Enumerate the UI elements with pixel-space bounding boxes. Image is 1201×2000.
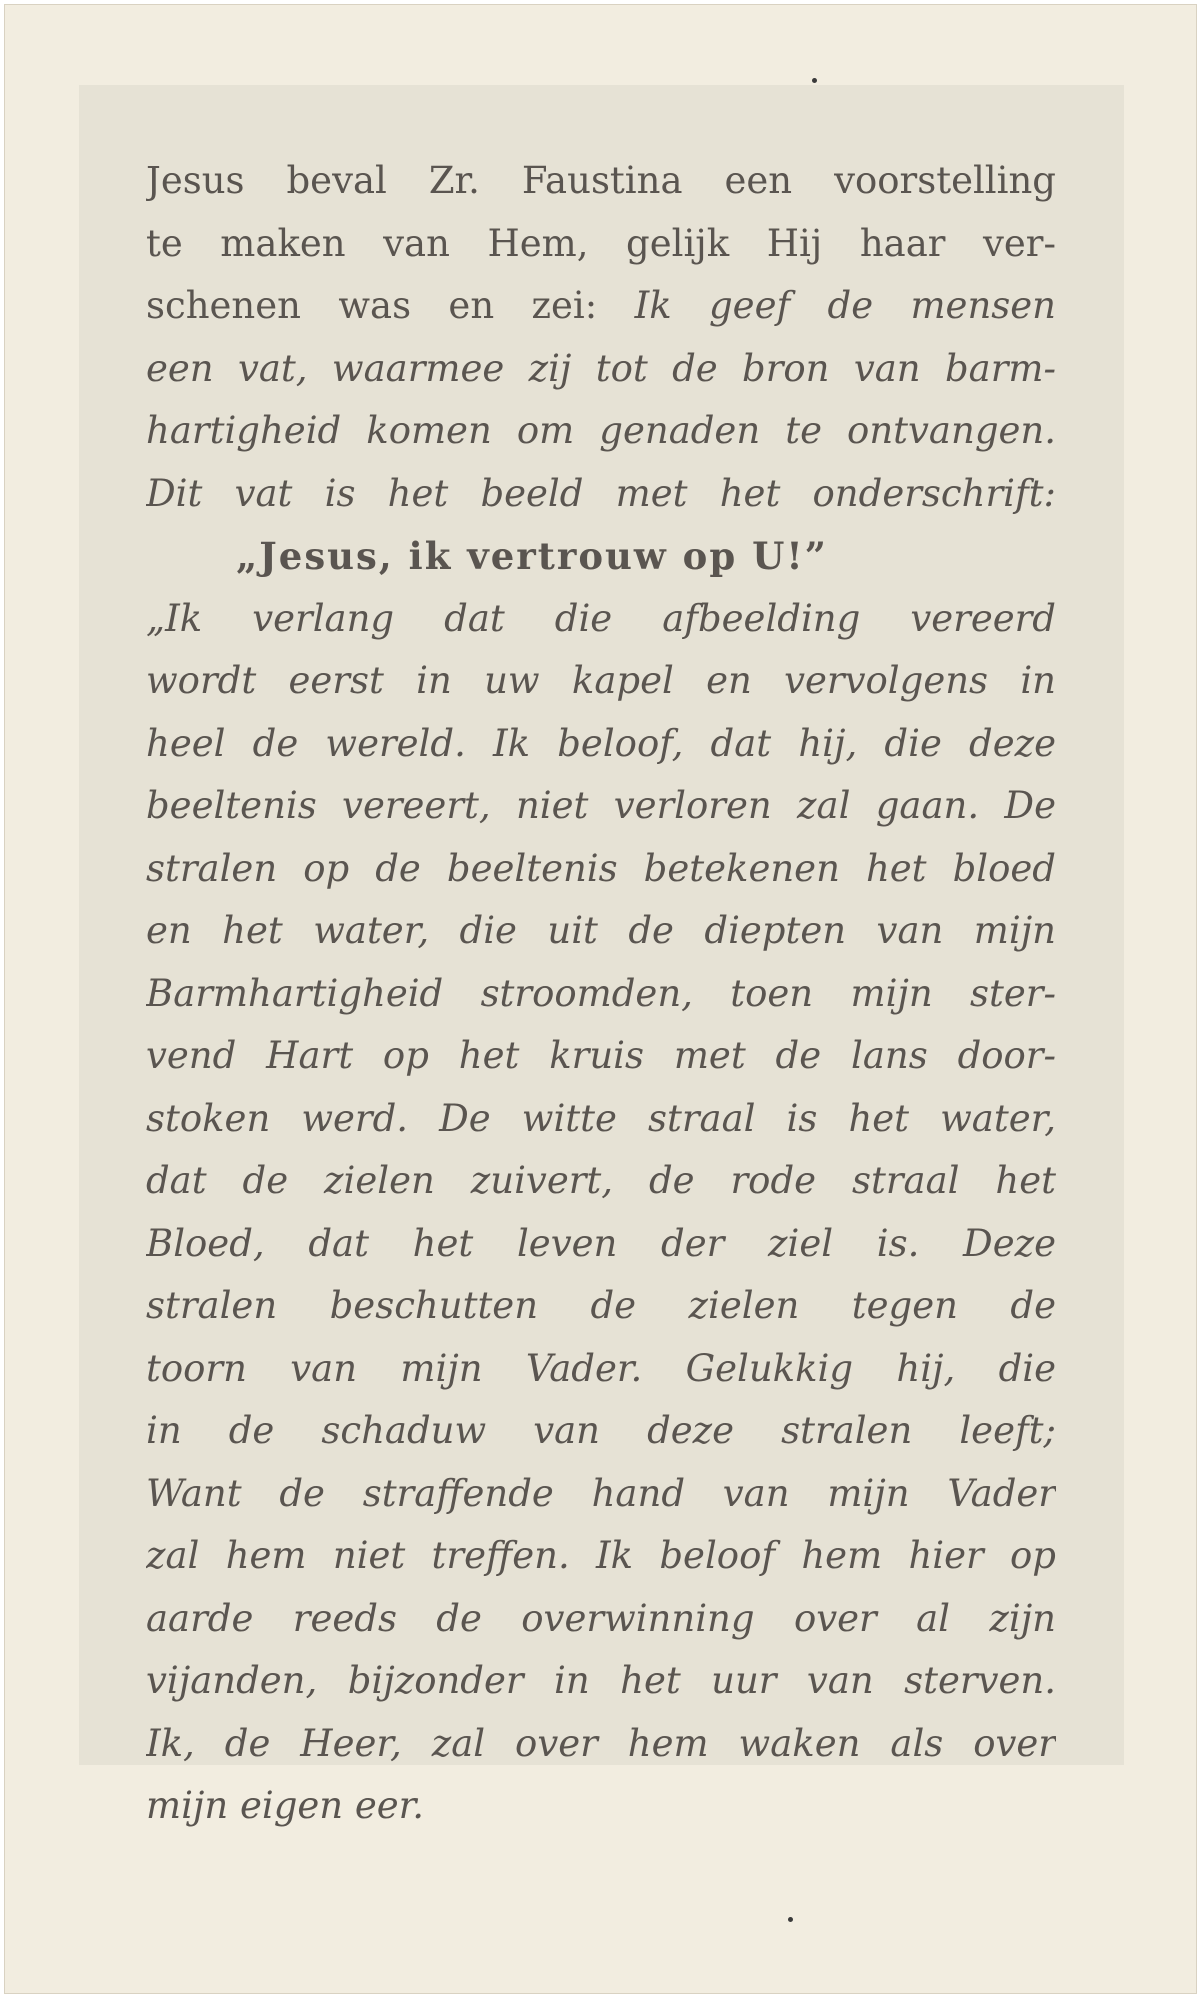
- speck: [788, 1917, 793, 1922]
- text-line: zal hem niet treffen. Ik beloof hem hier op: [146, 1534, 1056, 1577]
- heading: „Jesus, ik vertrouw op U!”: [236, 534, 828, 578]
- text-line: en het water, die uit de diepten van mijn: [146, 909, 1056, 952]
- prayer-text: [146, 150, 1056, 1838]
- text-line: te maken van Hem, gelijk Hij haar ver-: [146, 221, 1056, 265]
- text-line: Want de straffende hand van mijn Vader: [146, 1471, 1056, 1515]
- text-line: aarde reeds de overwinning over al zijn: [146, 1596, 1056, 1640]
- text-line: Ik, de Heer, zal over hem waken als over: [146, 1721, 1056, 1765]
- text-line: in de schaduw van deze stralen leeft;: [146, 1409, 1056, 1452]
- text-line: toorn van mijn Vader. Gelukkig hij, die: [146, 1346, 1056, 1390]
- text-segment-italic: Ik geef de mensen: [634, 284, 1056, 327]
- text-line: Jesus beval Zr. Faustina een voorstelling: [146, 159, 1056, 202]
- text-line: vend Hart op het kruis met de lans door-: [146, 1034, 1056, 1077]
- text-line: dat de zielen zuivert, de rode straal het: [146, 1159, 1056, 1202]
- text-line: beeltenis vereert, niet verloren zal gaan. De: [146, 784, 1056, 827]
- text-line: stralen op de beeltenis betekenen het bloed: [146, 846, 1056, 890]
- text-line: hartigheid komen om genaden te ontvangen.: [146, 409, 1056, 452]
- text-line: Bloed, dat het leven der ziel is. Deze: [146, 1221, 1056, 1265]
- text-line: wordt eerst in uw kapel en vervolgens in: [146, 659, 1056, 702]
- text-segment: schenen was en zei:: [146, 284, 598, 327]
- text-line-last: mijn eigen eer.: [146, 1784, 425, 1827]
- text-line: „Ik verlang dat die afbeelding vereerd: [146, 596, 1056, 640]
- text-line: heel de wereld. Ik beloof, dat hij, die deze: [146, 721, 1056, 765]
- text-line: stralen beschutten de zielen tegen de: [146, 1284, 1056, 1327]
- speck: [812, 78, 817, 83]
- text-line: stoken werd. De witte straal is het water,: [146, 1096, 1056, 1140]
- text-line: Barmhartigheid stroomden, toen mijn ster-: [146, 971, 1056, 1015]
- text-line: Dit vat is het beeld met het onderschrift:: [146, 471, 1056, 515]
- text-line: een vat, waarmee zij tot de bron van barm-: [146, 346, 1056, 390]
- text-line: vijanden, bijzonder in het uur van sterven.: [146, 1659, 1056, 1702]
- text-line-mixed: [146, 275, 1056, 338]
